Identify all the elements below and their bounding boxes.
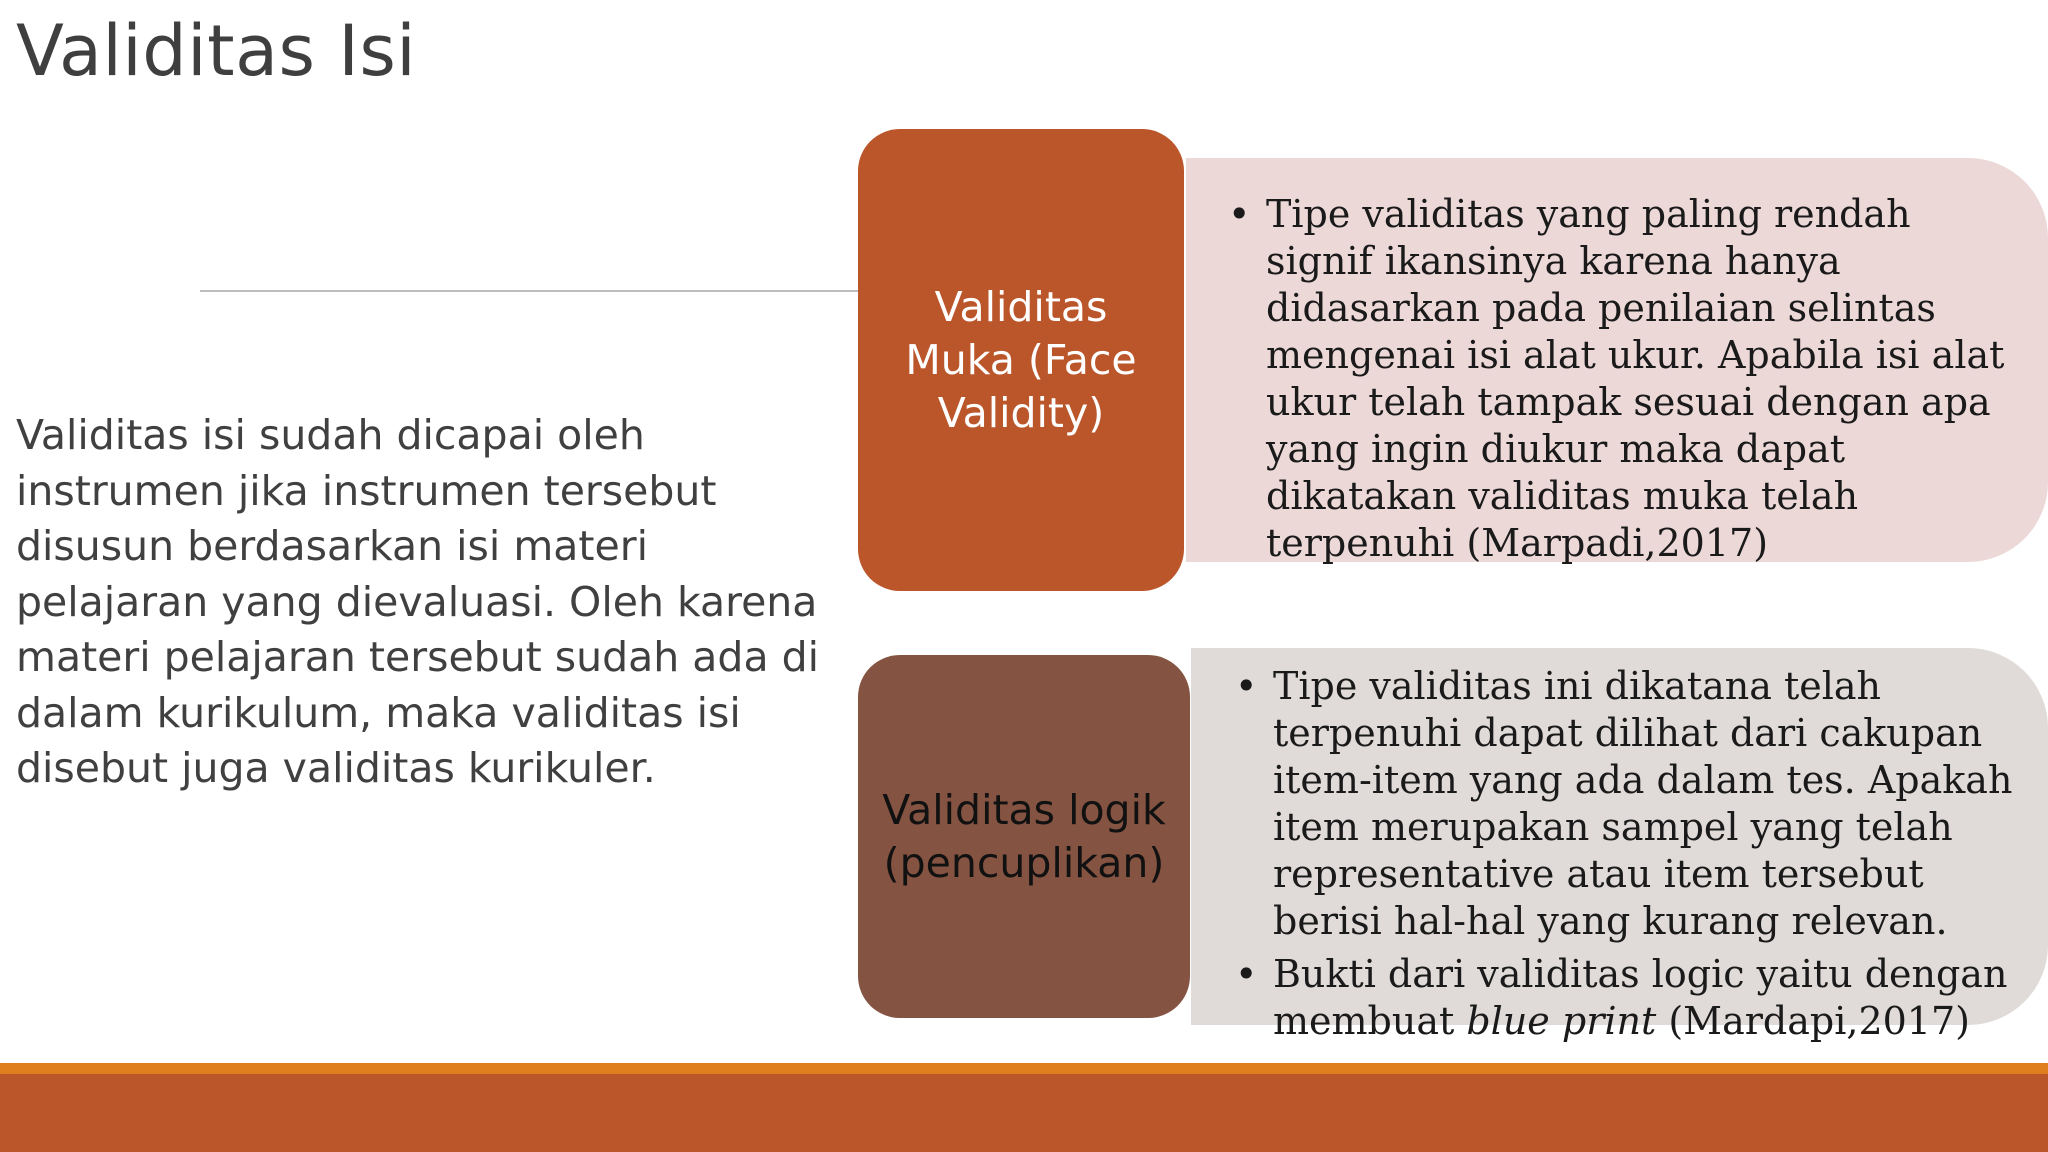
bullet-text-after: (Mardapi,2017): [1656, 999, 1970, 1043]
title-divider: [200, 290, 860, 292]
logical-validity-description-panel: [1191, 648, 2048, 1043]
face-validity-description-panel: [1186, 158, 2048, 565]
slide-title: Validitas Isi: [16, 10, 417, 92]
intro-paragraph: Validitas isi sudah dicapai oleh instrumen jika instrumen tersebut disusun berdasarkan isi materi pelajaran yang dievaluasi. Oleh karena materi pelajaran tersebut sudah ada di dalam kurikulum, maka validitas isi disebut juga validitas kurikuler.: [16, 411, 820, 792]
face-validity-bullet-list: [1228, 191, 2018, 567]
bullet-icon: •: [1235, 664, 1258, 708]
bullet-text-italic: blue print: [1466, 999, 1657, 1043]
bullet-text: Tipe validitas ini dikatana telah terpenuhi dapat dilihat dari cakupan item-item yang ada dalam tes. Apakah item merupakan sampel yang telah representative atau item tersebut berisi hal-hal yang kurang relevan.: [1273, 664, 2013, 943]
bullet-item: [1228, 191, 2018, 567]
footer-accent-line: [0, 1063, 2048, 1074]
bullet-text: Tipe validitas yang paling rendah signif ikansinya karena hanya didasarkan pada penilaian selintas mengenai isi alat ukur. Apabila isi alat ukur telah tampak sesuai dengan apa yang ingin diukur maka dapat dikatakan validitas muka telah terpenuhi (Marpadi,2017): [1266, 192, 2005, 565]
logical-validity-label-box: [858, 655, 1190, 1018]
logical-validity-label: Validitas logik (pencuplikan): [882, 785, 1166, 887]
bullet-item: [1235, 663, 2018, 945]
face-validity-label-box: [858, 129, 1184, 591]
bullet-icon: •: [1235, 952, 1258, 996]
bullet-item: [1235, 951, 2018, 1045]
footer-bar: [0, 1074, 2048, 1152]
face-validity-label: Validitas Muka (Face Validity): [905, 282, 1137, 437]
bullet-icon: •: [1228, 192, 1251, 236]
bullet-text-before: Bukti dari validitas logic yaitu dengan membuat: [1273, 952, 2008, 1043]
logical-validity-bullet-list: [1235, 663, 2018, 1045]
